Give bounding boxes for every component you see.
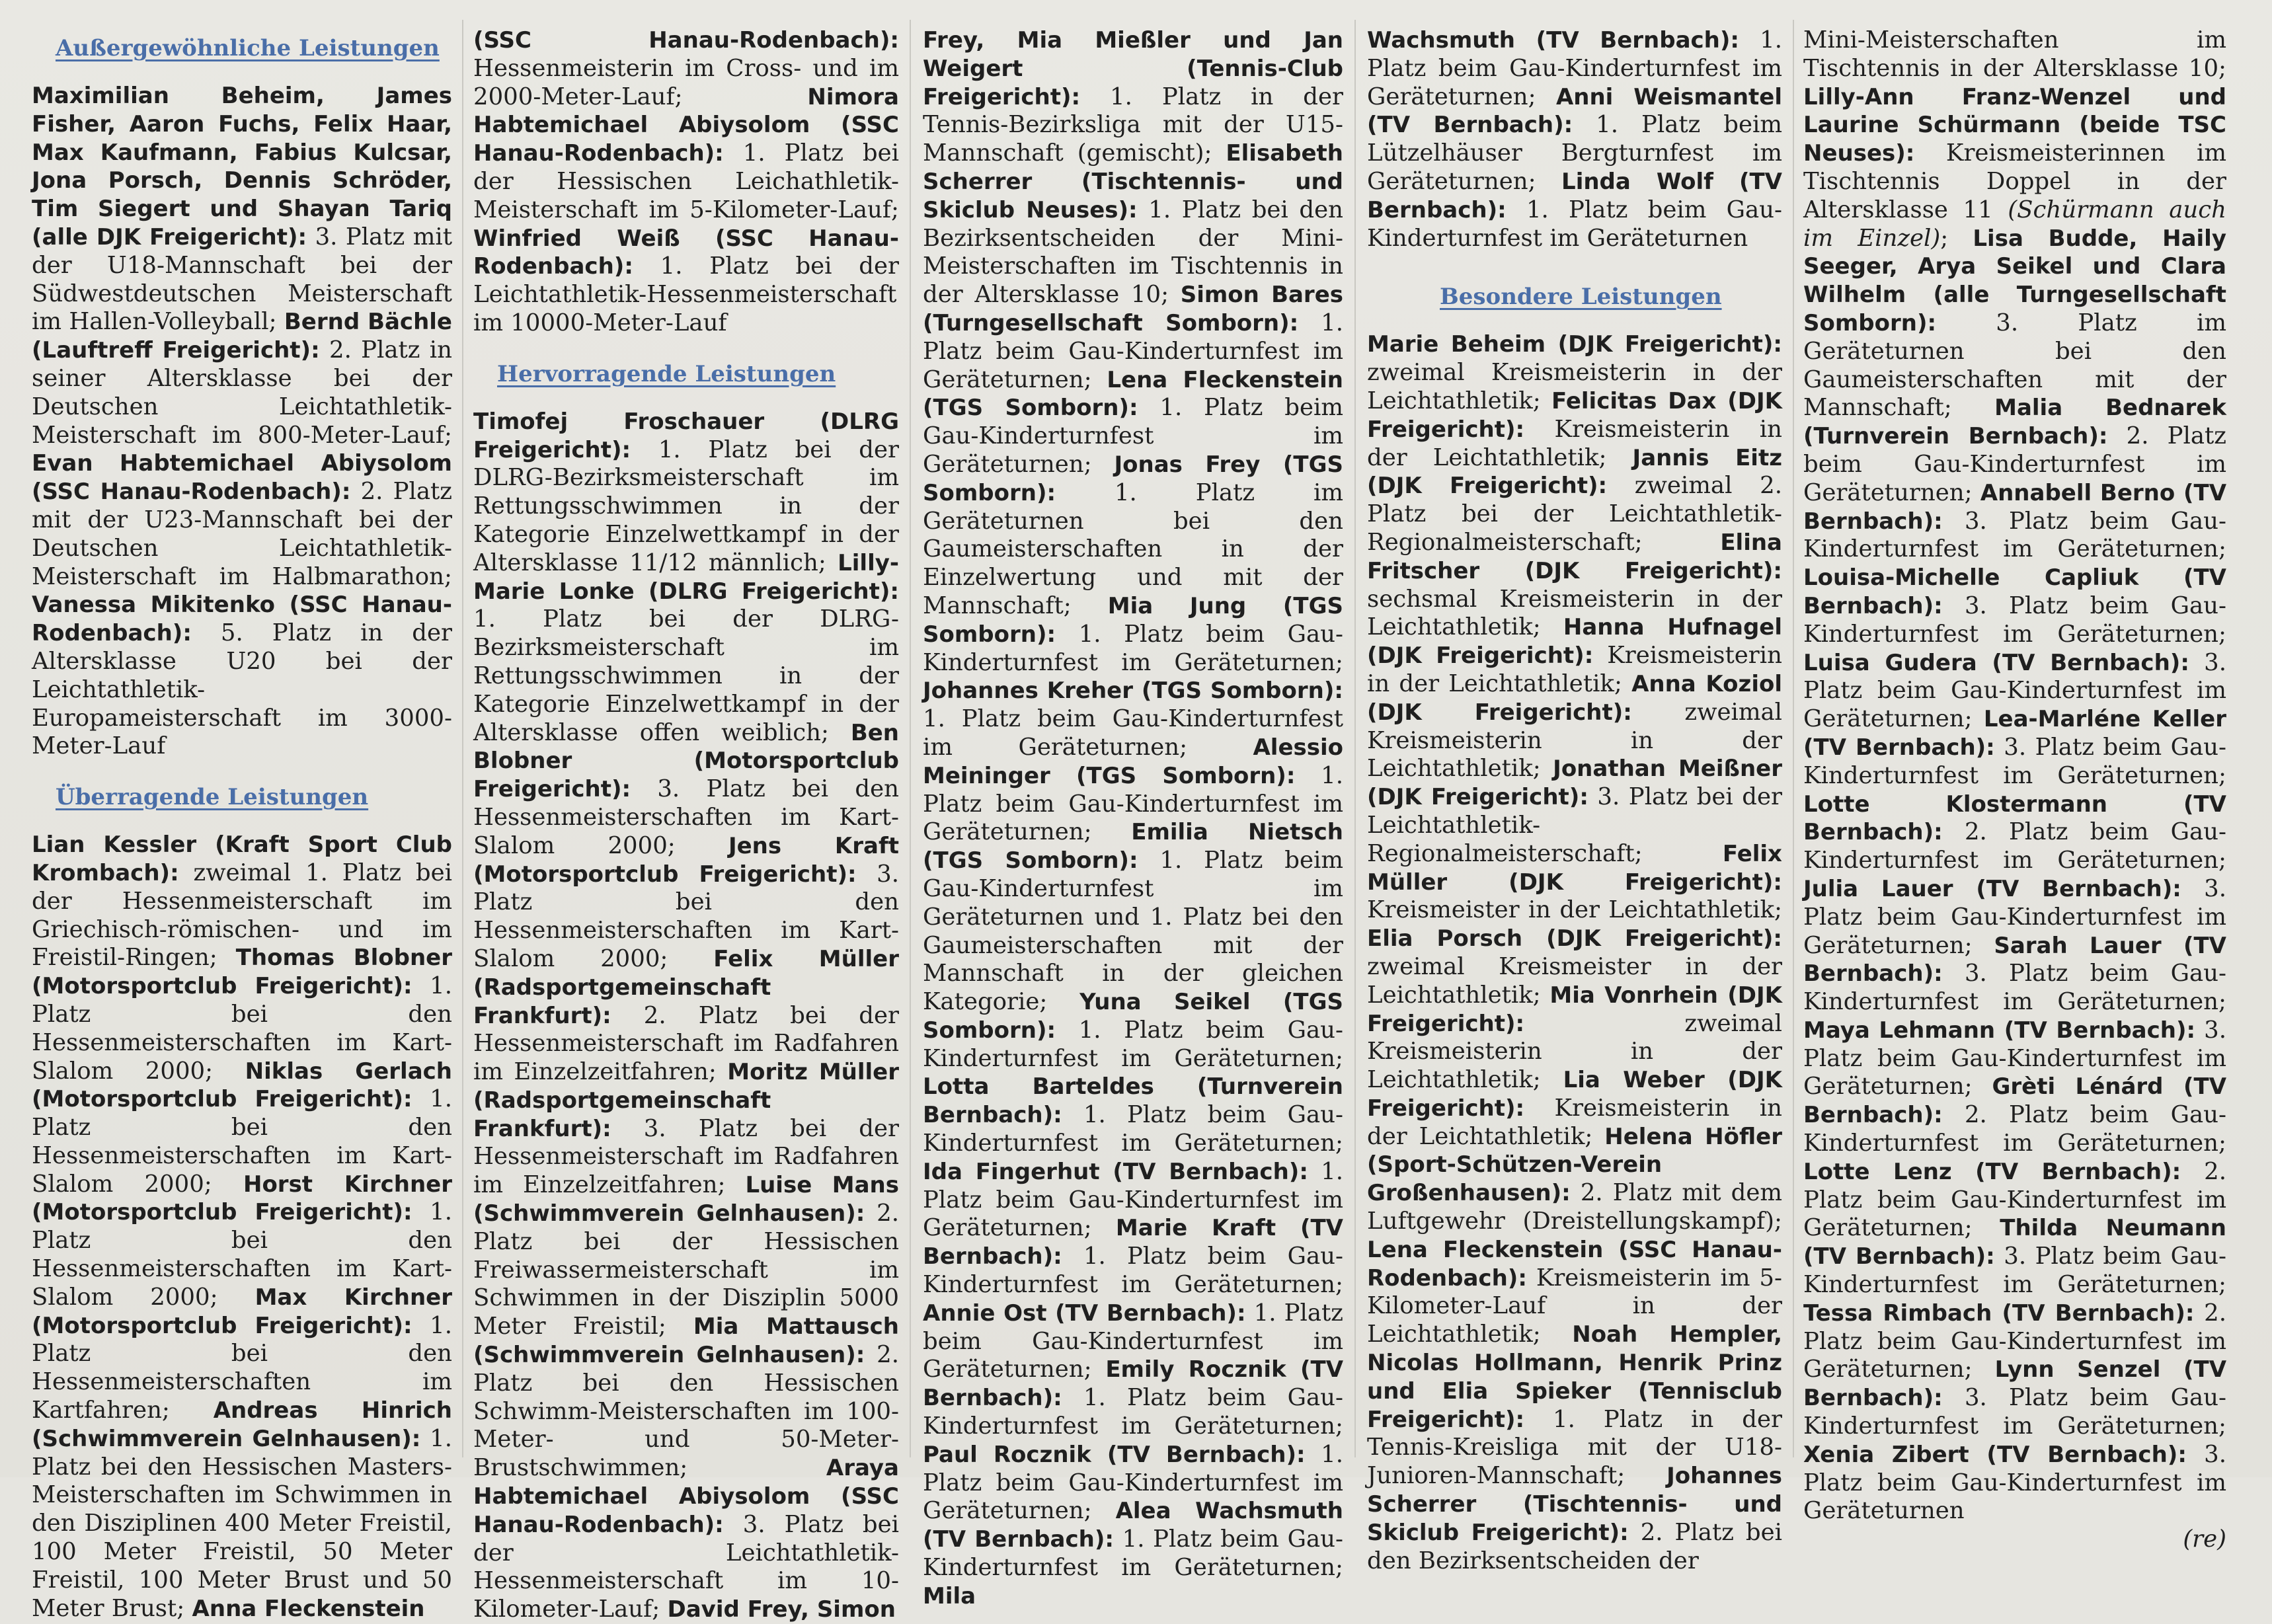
achievement-text: 2. Platz beim Gau-Kinderturnfest im Geräteturnen;	[1803, 818, 2226, 874]
honoree-name: Linda Wolf (TV Bernbach):	[1367, 168, 1782, 223]
achievement-text: 1. Platz bei der Hessischen Leichathletik-Meisterschaft im 5-Kilometer-Lauf;	[473, 139, 899, 223]
honoree-name: Thomas Blobner (Motorsportclub Freigericht):	[32, 945, 452, 1000]
honoree-name: Jens Kraft (Motorsportclub Freigericht):	[473, 832, 899, 888]
honoree-name: Helena Höfler (Sport-Schützen-Verein Großenhausen):	[1367, 1123, 1782, 1207]
achievement-text: 1. Platz in der Tennis-Kreisliga mit der U18-Junioren-Mannschaft;	[1367, 1405, 1782, 1490]
honoree-name: Mila	[923, 1582, 976, 1609]
honoree-name: Nimora Habtemichael Abiysolom (SSC Hanau-Rodenbach):	[473, 83, 899, 167]
honoree-name: Elisabeth Scherrer (Tischtennis- und Skiclub Neuses):	[923, 140, 1343, 223]
honoree-name: Tessa Rimbach (TV Bernbach):	[1803, 1299, 2195, 1327]
honoree-name: Lynn Senzel (TV Bernbach):	[1803, 1356, 2227, 1412]
achievement-text: 1. Platz beim Gau-Kinderturnfest im Geräteturnen;	[923, 1440, 1343, 1525]
honoree-name: Ida Fingerhut (TV Bernbach):	[923, 1158, 1308, 1185]
achievement-text: ;	[1940, 224, 1973, 252]
heading-aussergewoehnlich: Außergewöhnliche Leistungen	[56, 35, 440, 61]
honoree-name: Lotte Klostermann (TV Bernbach):	[1803, 791, 2226, 846]
achievement-text: 3. Platz bei den Hessenmeisterschaften im Kart-Slalom 2000;	[473, 860, 900, 972]
achievement-text: 1. Platz beim Gau-Kinderturnfest im Geräteturnen;	[923, 1384, 1343, 1440]
achievement-text: Hessenmeisterin im Cross- und im 2000-Meter-Lauf;	[473, 54, 899, 110]
paragraph	[1803, 26, 2226, 1526]
honoree-name: Felicitas Dax (DJK Freigericht):	[1367, 387, 1782, 443]
achievement-text: 1. Platz bei den Hessischen Masters-Meisterschaften im Schwimmen in den Disziplinen 400 Meter Freistil, 100 Meter Freistil, 50 Meter Freistil, 100 Meter Brust und 50 Meter Brust;	[32, 1424, 452, 1622]
honoree-name: Lilly-Ann Franz-Wenzel und Laurine Schürmann (beide TSC Neuses):	[1803, 83, 2226, 167]
honoree-name: Lotta Barteldes (Turnverein Bernbach):	[923, 1073, 1343, 1129]
column-divider	[1793, 20, 1794, 1457]
honoree-name: Xenia Zibert (TV Bernbach):	[1803, 1441, 2187, 1468]
achievement-text: Kreismeisterinnen im Tischtennis Doppel in der Altersklasse 11	[1803, 139, 2226, 223]
achievement-text: 1. Platz bei der DLRG-Bezirksmeisterschaft im Rettungsschwimmen in der Kategorie Einzelwettkampf in der Altersklasse offen weiblich;	[473, 605, 899, 746]
achievement-text: 1. Platz beim Gau-Kinderturnfest im Geräteturnen;	[923, 620, 1343, 676]
paragraph	[1367, 330, 1782, 1575]
honoree-name: Alessio Meininger (TGS Somborn):	[923, 734, 1343, 789]
achievement-text: 2. Platz bei der Hessenmeisterschaft im Radfahren im Einzelzeitfahren;	[473, 1001, 899, 1086]
honoree-name: Marie Beheim (DJK Freigericht):	[1367, 331, 1782, 358]
honoree-name: Jonas Frey (TGS Somborn):	[923, 451, 1343, 506]
honoree-name: Moritz Müller (Radsportgemeinschaft Frankfurt):	[473, 1059, 899, 1142]
achievement-text: Kreismeisterin in der Leichtathletik;	[1367, 1094, 1782, 1150]
honoree-name: Lia Weber (DJK Freigericht):	[1367, 1067, 1783, 1122]
achievement-text: 3. Platz mit der U18-Mannschaft bei der Südwestdeutschen Meisterschaft im Hallen-Volleyball;	[32, 223, 452, 336]
heading-ueberragend: Überragende Leistungen	[56, 784, 369, 811]
honoree-name: Vanessa Mikitenko (SSC Hanau-Rodenbach):	[32, 592, 452, 647]
honoree-name: Annabell Berno (TV Bernbach):	[1803, 479, 2227, 535]
achievement-text: 2. Platz beim Gau-Kinderturnfest im Geräteturnen;	[1803, 1299, 2226, 1383]
honoree-name: Mia Jung (TGS Somborn):	[923, 592, 1343, 648]
achievement-text: 3. Platz beim Gau-Kinderturnfest im Geräteturnen;	[1803, 874, 2226, 959]
honoree-name: Jannis Eitz (DJK Freigericht):	[1367, 444, 1782, 500]
achievement-text: 1. Platz bei den Hessenmeisterschaften im Kart-Slalom 2000;	[32, 972, 453, 1085]
achievement-text: 3. Platz beim Gau-Kinderturnfest im Geräteturnen;	[1803, 507, 2226, 563]
achievement-text: 1. Platz beim Gau-Kinderturnfest im Geräteturnen und 1. Platz bei den Gaumeisterschaften mit der Mannschaft in der gleichen Kategorie;	[923, 847, 1343, 1016]
honoree-name: Mia Vonrhein (DJK Freigericht):	[1367, 982, 1783, 1037]
column-1	[32, 26, 453, 1622]
achievement-text: Kreismeisterin im 5-Kilometer-Lauf in der Leichtathletik;	[1367, 1264, 1782, 1348]
honoree-name: Wachsmuth (TV Bernbach):	[1367, 27, 1740, 54]
honoree-name: Noah Hempler, Nicolas Hollmann, Henrik Prinz und Elia Spieker (Tennisclub Freigericht):	[1367, 1321, 1782, 1433]
achievement-text: 3. Platz bei der Hessenmeisterschaft im Radfahren im Einzelzeitfahren;	[473, 1114, 899, 1199]
achievement-text: 2. Platz beim Gau-Kinderturnfest im Geräteturnen;	[1803, 1157, 2226, 1242]
paragraph	[32, 82, 452, 761]
achievement-text: 2. Platz beim Gau-Kinderturnfest im Geräteturnen;	[1803, 422, 2226, 506]
honoree-name: Malia Bednarek (Turnverein Bernbach):	[1803, 395, 2226, 450]
heading-besondere: Besondere Leistungen	[1440, 284, 1722, 311]
honoree-name: (SSC Hanau-Rodenbach):	[473, 27, 899, 54]
honoree-name: Maya Lehmann (TV Bernbach):	[1803, 1017, 2196, 1044]
honoree-name: Mia Mattausch (Schwimmverein Gelnhausen):	[473, 1313, 900, 1369]
achievement-text: 2. Platz beim Gau-Kinderturnfest im Geräteturnen;	[1803, 1101, 2226, 1157]
achievement-text: 1. Platz beim Gau-Kinderturnfest im Geräteturnen;	[923, 705, 1343, 761]
achievement-text: Kreismeisterin in der Leichtathletik;	[1367, 642, 1782, 697]
honoree-name: Hanna Hufnagel (DJK Freigericht):	[1367, 614, 1782, 670]
achievement-text: 3. Platz bei der Leichtathletik-Regionalmeisterschaft;	[1367, 783, 1782, 867]
achievement-text: 1. Platz beim Gau-Kinderturnfest im Geräteturnen;	[923, 1526, 1343, 1582]
achievement-text: zweimal Kreismeisterin in der Leichtathletik;	[1367, 698, 1782, 783]
column-5	[1803, 26, 2227, 1553]
achievement-text: 1. Platz beim Gau-Kinderturnfest im Geräteturnen;	[923, 1157, 1344, 1242]
honoree-name: Lian Kessler (Kraft Sport Club Krombach):	[32, 831, 452, 886]
achievement-text: 1. Platz bei der Leichtathletik-Hessenmeisterschaft im 10000-Meter-Lauf	[473, 252, 899, 336]
achievement-text: 3. Platz beim Gau-Kinderturnfest im Geräteturnen;	[1803, 1384, 2226, 1440]
honoree-name: Paul Rocznik (TV Bernbach):	[923, 1441, 1306, 1468]
column-3	[923, 26, 1344, 1609]
achievement-text: 1. Platz beim Gau-Kinderturnfest im Geräteturnen;	[1367, 26, 1782, 110]
heading-hervorragend: Hervorragende Leistungen	[497, 360, 836, 387]
honoree-name: Marie Kraft (TV Bernbach):	[923, 1215, 1343, 1270]
honoree-name: Lotte Lenz (TV Bernbach):	[1803, 1158, 2181, 1185]
achievement-text: 3. Platz beim Gau-Kinderturnfest im Geräteturnen;	[1803, 733, 2226, 789]
honoree-name: Lisa Budde, Haily Seeger, Arya Seikel und Clara Wilhelm (alle Turngesellschaft Somborn):	[1803, 225, 2226, 336]
honoree-name: Anna Koziol (DJK Freigericht):	[1367, 670, 1782, 726]
honoree-name: Felix Müller (DJK Freigericht):	[1367, 840, 1782, 896]
honoree-name: Luise Mans (Schwimmverein Gelnhausen):	[473, 1172, 899, 1227]
honoree-name: Anni Weismantel (TV Bernbach):	[1367, 83, 1783, 139]
honoree-name: Emily Rocznik (TV Bernbach):	[923, 1356, 1344, 1412]
achievement-text: 1. Platz beim Gau-Kinderturnfest im Geräteturnen;	[923, 1299, 1343, 1383]
honoree-name: Winfried Weiß (SSC Hanau-Rodenbach):	[473, 225, 899, 280]
achievement-text: 1. Platz in der Tennis-Bezirksliga mit der U15-Mannschaft (gemischt);	[923, 83, 1343, 167]
column-divider	[462, 20, 463, 1457]
honoree-name: Yuna Seikel (TGS Somborn):	[923, 989, 1343, 1044]
achievement-text: 3. Platz bei der Leichtathletik-Hessenmeisterschaft im 10-Kilometer-Lauf;	[473, 1510, 899, 1623]
honoree-name: Luisa Gudera (TV Bernbach):	[1803, 649, 2189, 676]
achievement-text: 1. Platz bei den Hessenmeisterschaften im Kartfahren;	[32, 1311, 453, 1424]
achievement-text: 2. Platz bei den Bezirksentscheiden der	[1367, 1518, 1782, 1574]
achievement-text: 1. Platz beim Gau-Kinderturnfest im Geräteturnen;	[923, 1016, 1343, 1072]
honoree-name: Johannes Kreher (TGS Somborn):	[923, 677, 1343, 705]
achievement-text: 2. Platz bei den Hessischen Schwimm-Meisterschaften im 100-Meter- und 50-Meter-Brustschwimmen;	[473, 1341, 899, 1482]
honoree-name: Max Kirchner (Motorsportclub Freigericht):	[32, 1284, 452, 1339]
achievement-text: 1. Platz bei den Bezirksentscheiden der Mini-Meisterschaften im Tischtennis in der Altersklasse 10;	[923, 196, 1343, 309]
achievement-text: 1. Platz beim Gau-Kinderturnfest im Geräteturnen;	[923, 309, 1343, 393]
honoree-name: Simon Bares (Turngesellschaft Somborn):	[923, 282, 1343, 336]
achievement-text: 2. Platz in seiner Altersklasse bei der Deutschen Leichtathletik-Meisterschaft im 800-Meter-Lauf;	[32, 336, 452, 449]
achievement-text: 1. Platz bei den Hessenmeisterschaften im Kart-Slalom 2000;	[32, 1198, 453, 1311]
honoree-name: Elina Fritscher (DJK Freigericht):	[1367, 529, 1782, 584]
honoree-name: Lena Fleckenstein (TGS Somborn):	[923, 366, 1343, 422]
column-4	[1367, 26, 1783, 1574]
column-2	[473, 26, 900, 1623]
honoree-name: Horst Kirchner (Motorsportclub Freigericht):	[32, 1171, 452, 1226]
achievement-text: 5. Platz in der Altersklasse U20 bei der Leichtathletik-Europameisterschaft im 3000-Meter-Lauf	[32, 619, 452, 760]
achievement-text: Kreismeister in der Leichtathletik;	[1367, 896, 1782, 924]
italic-note: (Schürmann auch im Einzel)	[1803, 196, 2226, 252]
paragraph	[32, 831, 452, 1623]
achievement-text: 1. Platz bei den Hessenmeisterschaften im Kart-Slalom 2000;	[32, 1085, 453, 1198]
honoree-name: Niklas Gerlach (Motorsportclub Freigericht):	[32, 1058, 452, 1113]
paragraph	[1367, 26, 1782, 252]
column-divider	[910, 20, 911, 1457]
paragraph	[473, 26, 899, 338]
honoree-name: Lilly-Marie Lonke (DLRG Freigericht):	[473, 549, 899, 605]
honoree-name: Araya Habtemichael Abiysolom (SSC Hanau-Rodenbach):	[473, 1455, 899, 1538]
honoree-name: Felix Müller (Radsportgemeinschaft Frankfurt):	[473, 945, 899, 1029]
honoree-name: Andreas Hinrich (Schwimmverein Gelnhausen):	[32, 1397, 452, 1452]
achievement-text: 1. Platz beim Gau-Kinderturnfest im Geräteturnen;	[923, 761, 1344, 846]
honoree-name: Jonathan Meißner (DJK Freigericht):	[1367, 755, 1782, 811]
achievement-text: Mini-Meisterschaften im Tischtennis in der Altersklasse 10;	[1803, 26, 2226, 82]
achievement-text: 3. Platz beim Gau-Kinderturnfest im Geräteturnen;	[1803, 592, 2226, 648]
achievement-text: 3. Platz bei den Hessenmeisterschaften im Kart-Slalom 2000;	[473, 775, 899, 859]
column-divider	[1354, 20, 1356, 1457]
honoree-name: Elia Porsch (DJK Freigericht):	[1367, 925, 1782, 952]
paragraph	[473, 408, 899, 1624]
honoree-name: David Frey, Simon	[667, 1596, 896, 1623]
achievement-text: 3. Platz beim Gau-Kinderturnfest im Geräteturnen;	[1803, 960, 2226, 1016]
achievement-text: 1. Platz beim Lützelhäuser Bergturnfest im Geräteturnen;	[1367, 111, 1782, 195]
honoree-name: Julia Lauer (TV Bernbach):	[1803, 875, 2181, 902]
honoree-name: Thilda Neumann (TV Bernbach):	[1803, 1215, 2226, 1270]
author-signature: (re)	[2183, 1526, 2226, 1553]
achievement-text: 3. Platz beim Gau-Kinderturnfest im Geräteturnen	[1803, 1440, 2226, 1525]
honoree-name: Alea Wachsmuth (TV Bernbach):	[923, 1498, 1343, 1553]
achievement-text: 1. Platz beim Gau-Kinderturnfest im Geräteturnen;	[923, 1101, 1343, 1157]
achievement-text: 1. Platz bei der DLRG-Bezirksmeisterschaft im Rettungsschwimmen in der Kategorie Einzelwettkampf in der Altersklasse 11/12 männlich;	[473, 436, 899, 576]
honoree-name: Timofej Froschauer (DLRG Freigericht):	[473, 408, 899, 463]
honoree-name: Sarah Lauer (TV Bernbach):	[1803, 932, 2226, 987]
achievement-text: zweimal 1. Platz bei der Hessenmeisterschaft im Griechisch-römischen- und im Freistil-Ringen;	[32, 859, 452, 972]
achievement-text: 1. Platz beim Gau-Kinderturnfest im Geräteturnen;	[923, 1243, 1343, 1299]
honoree-name: Grèti Lénárd (TV Bernbach):	[1803, 1073, 2227, 1129]
honoree-name: Lena Fleckenstein (SSC Hanau-Rodenbach):	[1367, 1236, 1782, 1292]
achievement-text: 1. Platz beim Gau-Kinderturnfest im Geräteturnen	[1367, 196, 1782, 252]
honoree-name: Annie Ost (TV Bernbach):	[923, 1299, 1246, 1327]
paragraph	[923, 26, 1343, 1611]
achievement-text: 3. Platz beim Gau-Kinderturnfest im Geräteturnen;	[1803, 1243, 2226, 1299]
honoree-name: Evan Habtemichael Abiysolom (SSC Hanau-Rodenbach):	[32, 450, 452, 506]
achievement-text: zweimal Kreismeister in der Leichtathletik;	[1367, 952, 1782, 1009]
achievement-text: zweimal Kreismeisterin in der Leichtathletik;	[1367, 359, 1782, 414]
achievement-text: 1. Platz beim Gau-Kinderturnfest im Geräteturnen;	[923, 394, 1343, 478]
achievement-text: 1. Platz im Geräteturnen bei den Gaumeisterschaften in der Einzelwertung und mit der Mannschaft;	[923, 479, 1343, 619]
honoree-name: Lea-Marléne Keller (TV Bernbach):	[1803, 706, 2226, 761]
honoree-name: Frey, Mia Mießler und Jan Weigert (Tennis-Club Freigericht):	[923, 27, 1343, 110]
honoree-name: Ben Blobner (Motorsportclub Freigericht):	[473, 719, 899, 803]
achievement-text: 3. Platz beim Gau-Kinderturnfest im Geräteturnen;	[1803, 648, 2226, 733]
achievement-text: zweimal Kreismeisterin in der Leichtathletik;	[1367, 1009, 1782, 1094]
achievement-text: 3. Platz im Geräteturnen bei den Gaumeisterschaften mit der Mannschaft;	[1803, 309, 2226, 422]
honoree-name: Maximilian Beheim, James Fisher, Aaron Fuchs, Felix Haar, Max Kaufmann, Fabius Kulcsar, Jona Porsch, Dennis Schröder, Tim Siegert und Shayan Tariq (alle DJK Freigericht):	[32, 83, 452, 251]
achievement-text: Kreismeisterin in der Leichtathletik;	[1367, 415, 1782, 471]
achievement-text: sechsmal Kreismeisterin in der Leichtathletik;	[1367, 585, 1782, 641]
achievement-text: 2. Platz bei der Hessischen Freiwassermeisterschaft im Schwimmen in der Disziplin 5000 Meter Freistil;	[473, 1200, 899, 1340]
honoree-name: Bernd Bächle (Lauftreff Freigericht):	[32, 309, 452, 364]
honoree-name: Johannes Scherrer (Tischtennis- und Skiclub Freigericht):	[1367, 1463, 1782, 1546]
achievement-text: zweimal 2. Platz bei der Leichtathletik-Regionalmeisterschaft;	[1367, 472, 1782, 556]
achievement-text: 2. Platz mit dem Luftgewehr (Dreistellungskampf);	[1367, 1179, 1782, 1235]
honoree-name: Anna Fleckenstein	[192, 1595, 425, 1622]
achievement-text: 2. Platz mit der U23-Mannschaft bei der Deutschen Leichtathletik-Meisterschaft im Halbmarathon;	[32, 478, 452, 590]
achievement-text: 3. Platz beim Gau-Kinderturnfest im Geräteturnen;	[1803, 1016, 2227, 1101]
honoree-name: Emilia Nietsch (TGS Somborn):	[923, 819, 1343, 874]
honoree-name: Louisa-Michelle Capliuk (TV Bernbach):	[1803, 564, 2226, 619]
